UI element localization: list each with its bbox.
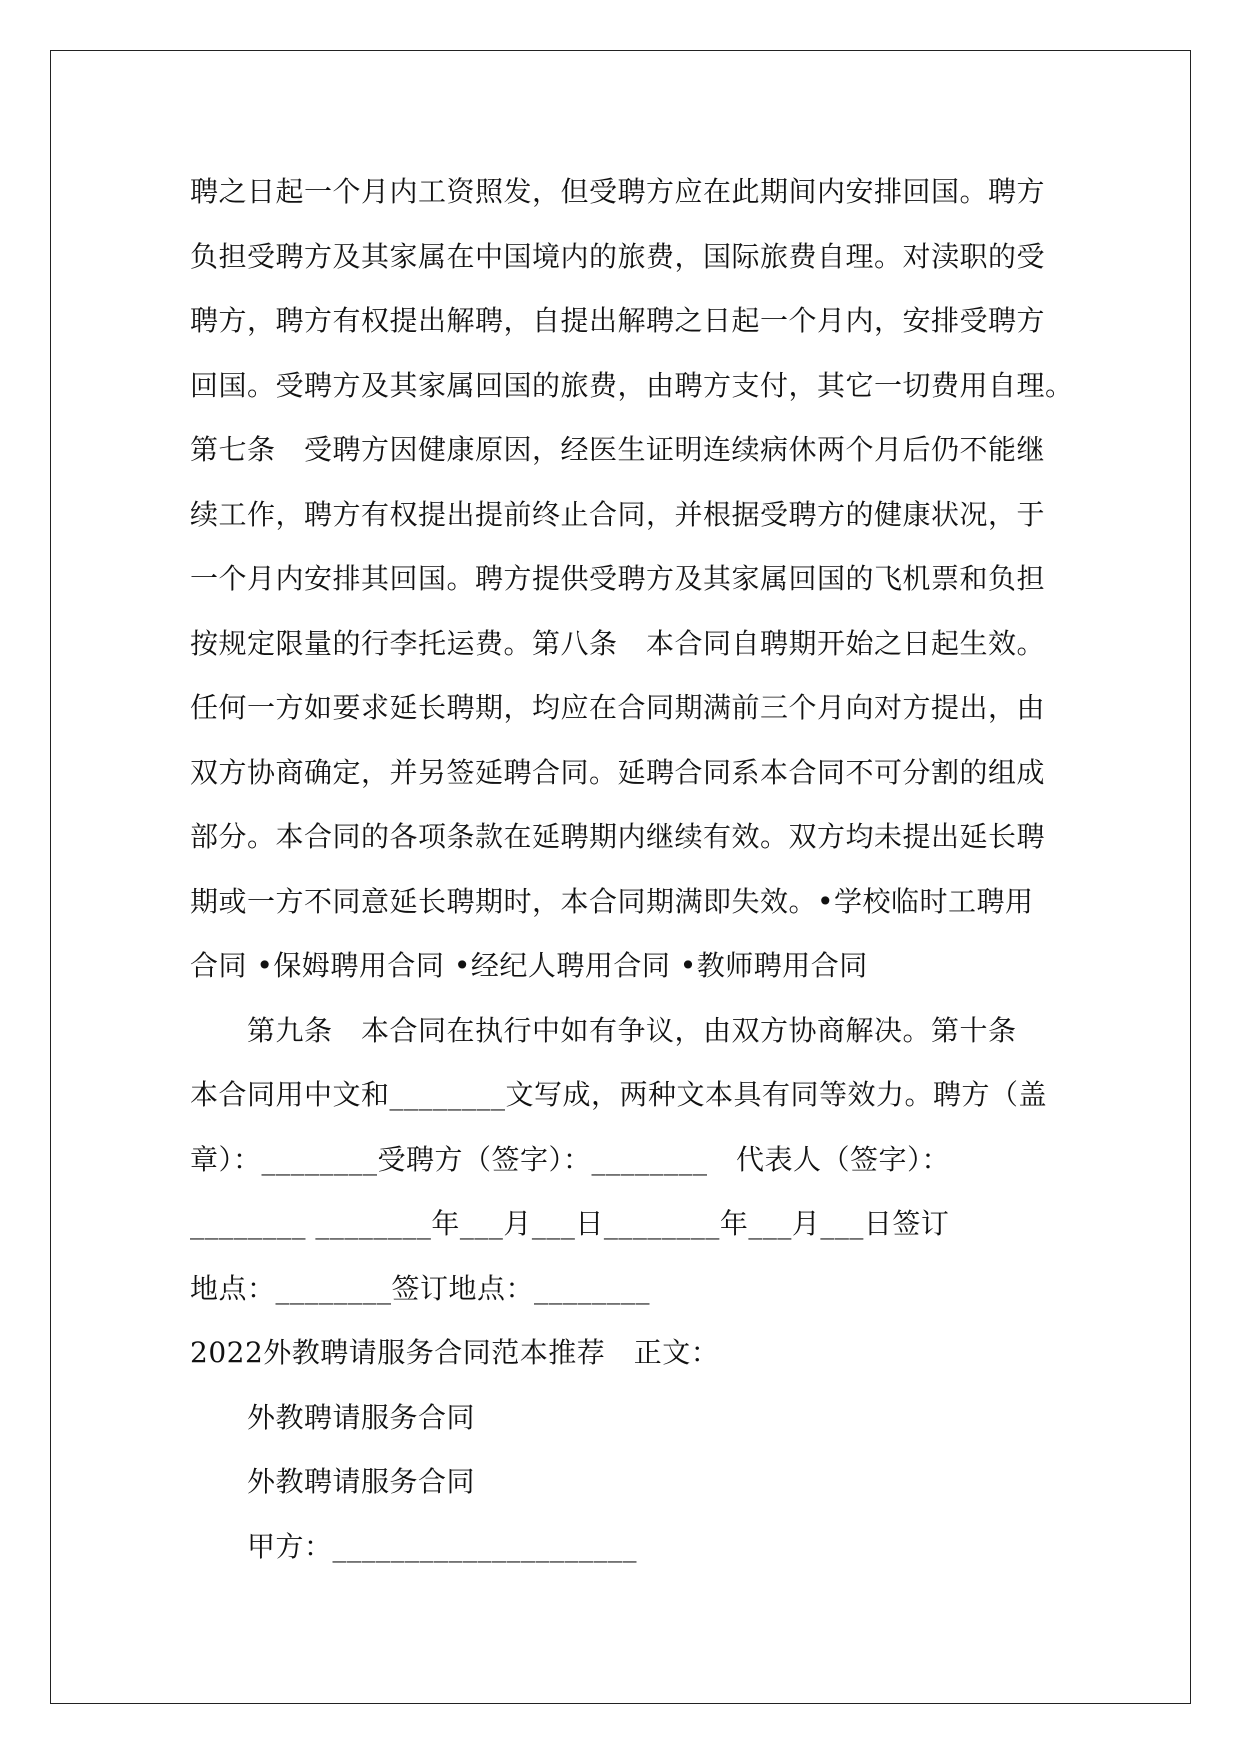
section-heading: 2022外教聘请服务合同范本推荐 正文：	[190, 1336, 720, 1369]
clause-nine-line: 第九条 本合同在执行中如有争议，由双方协商解决。第十条	[247, 1013, 1017, 1047]
document-body	[190, 160, 1074, 1579]
related-links-line: 合同 •保姆聘用合同 •经纪人聘用合同 •教师聘用合同	[190, 949, 868, 982]
location-line: 地点：________签订地点：________	[190, 1271, 651, 1305]
text-line: 负担受聘方及其家属在中国境内的旅费，国际旅费自理。对渎职的受	[190, 239, 1046, 273]
text-line: 本合同用中文和________文写成，两种文本具有同等效力。聘方（盖	[190, 1078, 1048, 1111]
text-line: 双方协商确定，并另签延聘合同。延聘合同系本合同不可分割的组成	[190, 755, 1046, 789]
text-line: 续工作，聘方有权提出提前终止合同，并根据受聘方的健康状况，于	[190, 497, 1046, 531]
text-line: 期或一方不同意延长聘期时，本合同期满即失效。•学校临时工聘用	[190, 884, 1034, 918]
contract-title: 外教聘请服务合同	[247, 1465, 476, 1498]
signature-line: 章）：________受聘方（签字）：________ 代表人（签字）：	[190, 1142, 951, 1176]
text-line: 按规定限量的行李托运费。第八条 本合同自聘期开始之日起生效。	[190, 626, 1046, 660]
text-line: 任何一方如要求延长聘期，均应在合同期满前三个月向对方提出，由	[190, 691, 1046, 724]
text-line: 第七条 受聘方因健康原因，经医生证明连续病休两个月后仍不能继	[190, 433, 1046, 466]
text-line: 一个月内安排其回国。聘方提供受聘方及其家属回国的飞机票和负担	[190, 562, 1046, 595]
text-line: 回国。受聘方及其家属回国的旅费，由聘方支付，其它一切费用自理。	[190, 368, 1074, 402]
contract-title: 外教聘请服务合同	[247, 1400, 476, 1434]
date-line: ________ ________年___月___日________年___月___日签订	[190, 1207, 950, 1240]
text-line: 聘之日起一个月内工资照发，但受聘方应在此期间内安排回国。聘方	[190, 175, 1046, 208]
text-line: 聘方，聘方有权提出解聘，自提出解聘之日起一个月内，安排受聘方	[190, 304, 1046, 337]
text-line: 部分。本合同的各项条款在延聘期内继续有效。双方均未提出延长聘	[190, 820, 1046, 853]
party-a-line: 甲方：_____________________	[247, 1529, 638, 1563]
